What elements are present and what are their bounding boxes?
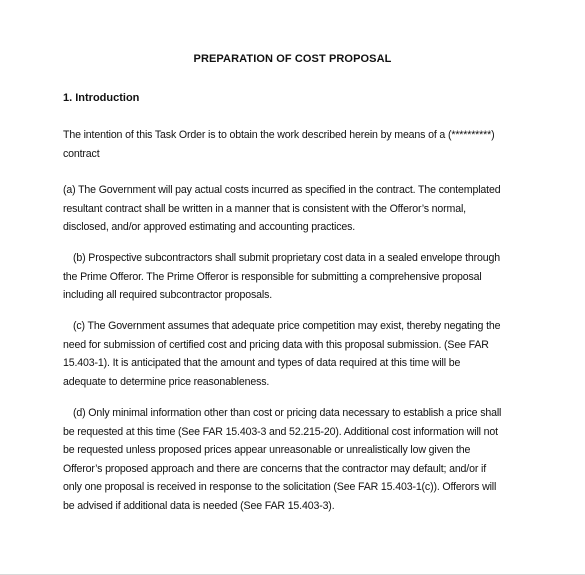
paragraph-line: The intention of this Task Order is to obtain the work described herein by means of a (**********) bbox=[63, 129, 495, 141]
paragraph-line: (b) Prospective subcontractors shall submit proprietary cost data in a sealed envelope through bbox=[73, 252, 500, 264]
paragraph-line: only one proposal is received in response to the solicitation (See FAR 15.403-1(c)). Offerors will bbox=[63, 481, 497, 493]
paragraph-intention bbox=[63, 126, 533, 163]
paragraph-b bbox=[63, 249, 533, 305]
paragraph-line: contract bbox=[63, 147, 100, 160]
section-heading: 1. Introduction bbox=[63, 92, 140, 104]
paragraph-line: need for submission of certified cost and pricing data with this proposal submission. (See FAR bbox=[63, 338, 489, 351]
paragraph-a bbox=[63, 181, 533, 237]
paragraph-line: be requested at this time (See FAR 15.403-3 and 52.215-20). Additional cost information will not bbox=[63, 425, 498, 438]
paragraph-line: Offeror’s proposed approach and there are concerns that the contractor may default; and/or if bbox=[63, 462, 487, 475]
paragraph-line: be requested unless proposed prices appear unreasonable or unrealistically low given the bbox=[63, 444, 471, 456]
paragraph-line: disclosed, and/or approved estimating and accounting practices. bbox=[63, 221, 356, 233]
paragraph-c bbox=[63, 317, 533, 391]
paragraph-line: adequate to determine price reasonableness. bbox=[63, 375, 270, 388]
paragraph-line: (a) The Government will pay actual costs incurred as specified in the contract. The contemplated bbox=[63, 184, 501, 196]
paragraph-line: (d) Only minimal information other than cost or pricing data necessary to establish a price shall bbox=[73, 407, 502, 419]
paragraph-line: be advised if additional data is needed (See FAR 15.403-3). bbox=[63, 499, 335, 512]
paragraph-line: including all required subcontractor proposals. bbox=[63, 289, 273, 301]
paragraph-d bbox=[63, 404, 533, 515]
paragraph-line: 15.403-1). It is anticipated that the amount and types of data required at this time will be bbox=[63, 357, 461, 369]
paragraph-line: resultant contract shall be written in a manner that is consistent with the Offeror’s normal, bbox=[63, 202, 466, 215]
paragraph-line: (c) The Government assumes that adequate price competition may exist, thereby negating the bbox=[73, 320, 501, 332]
paragraph-line: the Prime Offeror. The Prime Offeror is responsible for submitting a comprehensive proposal bbox=[63, 270, 482, 283]
document-title: PREPARATION OF COST PROPOSAL bbox=[193, 53, 392, 65]
